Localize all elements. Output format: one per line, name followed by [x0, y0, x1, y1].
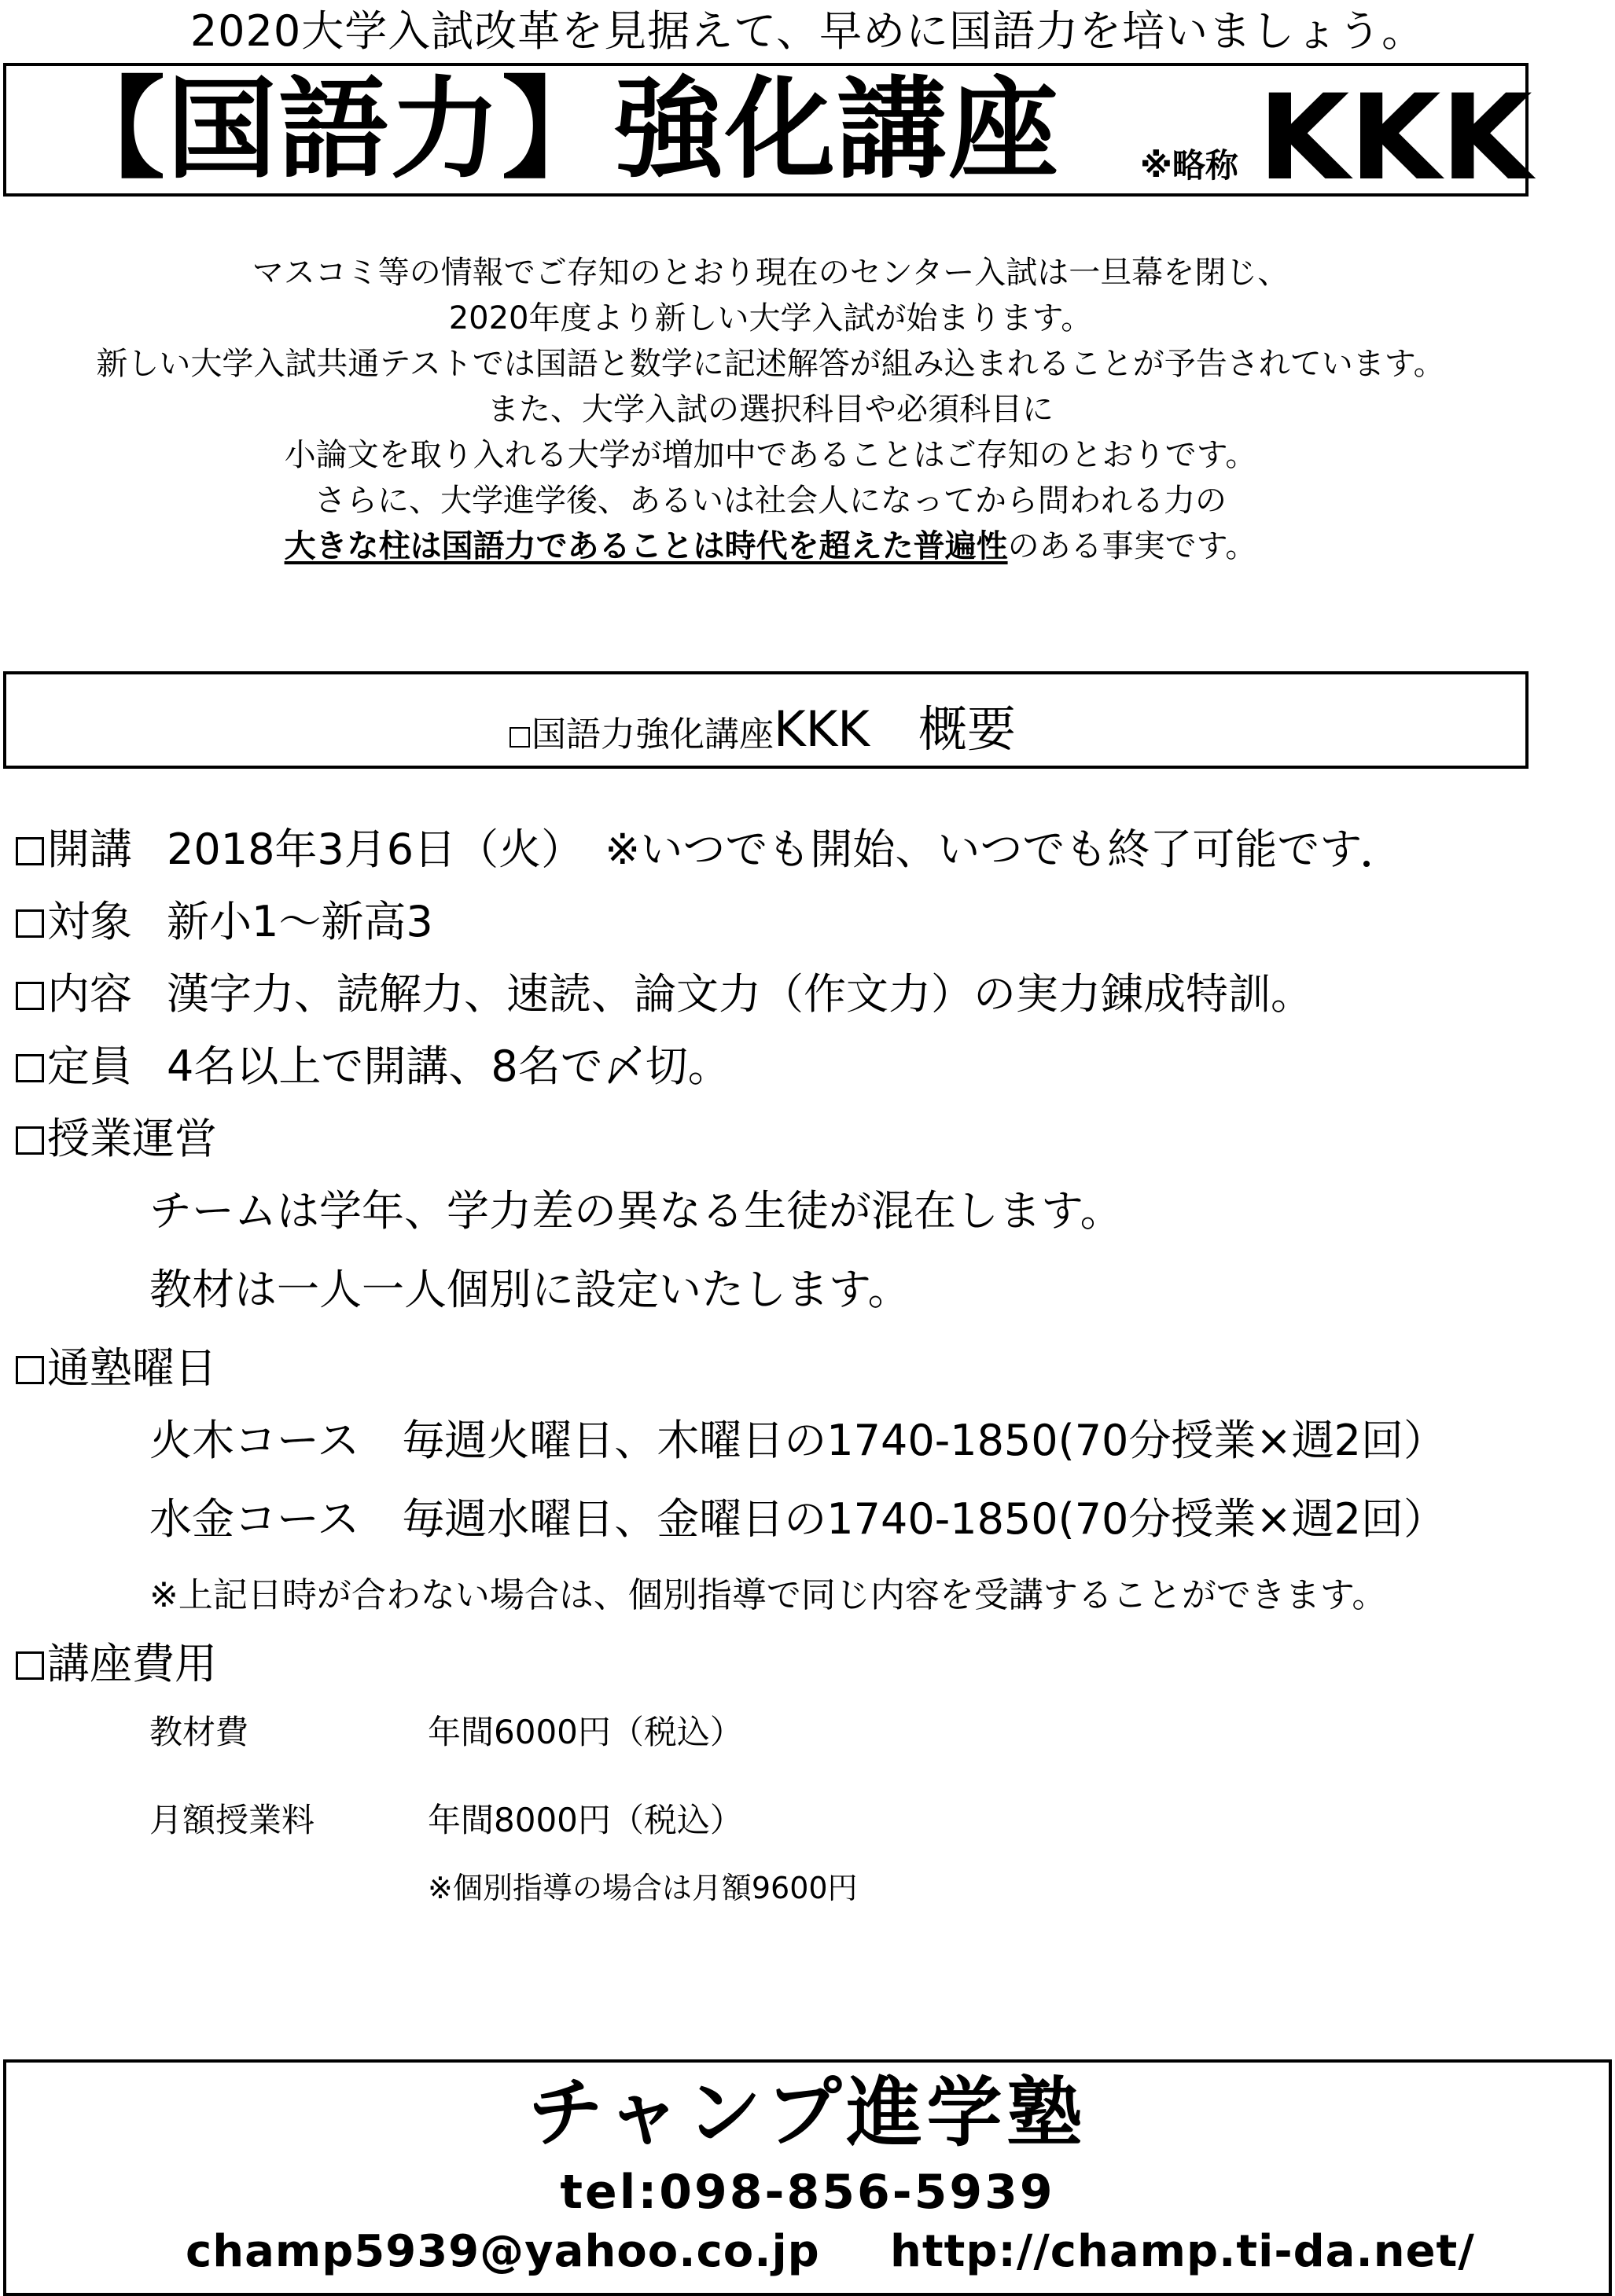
period-mark: [1363, 861, 1370, 867]
detail-fees: [16, 1640, 1604, 1712]
website-link[interactable]: http://champ.ti-da.net/: [890, 2226, 1475, 2277]
checkbox-icon: [16, 1126, 44, 1155]
detail-days: [16, 1344, 1604, 1416]
fee-name: 月額授業料: [149, 1801, 315, 1839]
fee-note: ※個別指導の場合は月額9600円: [428, 1871, 858, 1905]
intro-line: マスコミ等の情報でご存知のとおり現在のセンター入試は一旦幕を閉じ、: [252, 255, 1289, 291]
fee-name: 教材費: [149, 1713, 249, 1751]
school-name: チャンプ進学塾: [528, 2069, 1087, 2157]
checkbox-icon: [16, 1356, 44, 1384]
course-line: 水金コース 毎週水曜日、金曜日の1740-1850(70分授業×週2回）: [149, 1494, 1447, 1544]
detail-target: [16, 898, 1604, 970]
phone-number: tel:098-856-5939: [560, 2165, 1055, 2220]
intro-line: 小論文を取り入れる大学が増加中であることはご存知のとおりです。: [284, 437, 1257, 473]
fee-value: 年間8000円（税込）: [428, 1801, 743, 1839]
detail-value: 2018年3月6日（火） ※いつでも開始、いつでも終了可能です: [167, 825, 1363, 874]
checkbox-icon: [16, 1651, 44, 1680]
checkbox-icon: [510, 727, 530, 748]
detail-label: 内容: [47, 969, 132, 1019]
overview-abbr: KKK: [773, 700, 870, 758]
detail-opening: [16, 825, 1604, 898]
operation-line: 教材は一人一人個別に設定いたします。: [149, 1265, 911, 1314]
checkbox-icon: [16, 982, 44, 1010]
fee-item: [16, 1712, 1604, 1800]
abbreviation: KKK: [1258, 70, 1532, 207]
course-line: 火木コース 毎週火曜日、木曜日の1740-1850(70分授業×週2回）: [149, 1416, 1447, 1465]
detail-operation: [16, 1115, 1604, 1187]
schedule-note: ※上記日時が合わない場合は、個別指導で同じ内容を受講することができます。: [149, 1575, 1387, 1615]
detail-label: 通塾曜日: [47, 1343, 217, 1393]
intro-line: また、大学入試の選択科目や必須科目に: [487, 391, 1054, 428]
detail-label: 講座費用: [47, 1639, 217, 1688]
detail-label: 定員: [47, 1041, 132, 1091]
checkbox-icon: [16, 909, 44, 938]
intro-emphasis: 大きな柱は国語力であることは時代を超えた普遍性: [284, 528, 1008, 564]
tagline: 2020大学入試改革を見据えて、早めに国語力を培いましょう。: [189, 6, 1426, 56]
email-address[interactable]: champ5939@yahoo.co.jp: [186, 2226, 820, 2277]
abbreviation-note: ※略称: [1140, 146, 1238, 185]
detail-value: 4名以上で開講、8名で〆切。: [167, 1041, 730, 1091]
checkbox-icon: [16, 837, 44, 865]
course-details: [16, 825, 1604, 1907]
intro-emphasis-tail: のある事実です。: [1007, 528, 1257, 564]
intro-emphasis-line: [0, 523, 1541, 569]
intro-line: さらに、大学進学後、あるいは社会人になってから問われる力の: [315, 483, 1227, 519]
fee-value: 年間6000円（税込）: [428, 1713, 743, 1751]
page-title: 【国語力】強化講座: [55, 66, 1061, 194]
overview-heading: [0, 690, 1525, 760]
detail-label: 授業運営: [47, 1114, 217, 1163]
intro-text: [0, 250, 1541, 569]
overview-word: 概要: [918, 700, 1016, 758]
intro-line: 2020年度より新しい大学入試が始まります。: [448, 300, 1093, 336]
operation-line: チームは学年、学力差の異なる生徒が混在します。: [149, 1186, 1123, 1236]
detail-label: 開講: [47, 825, 132, 874]
detail-content: [16, 970, 1604, 1042]
checkbox-icon: [16, 1054, 44, 1082]
detail-value: 漢字力、読解力、速読、論文力（作文力）の実力錬成特訓。: [167, 969, 1313, 1019]
detail-label: 対象: [47, 897, 132, 946]
detail-capacity: [16, 1042, 1604, 1115]
intro-line: 新しい大学入試共通テストでは国語と数学に記述解答が組み込まれることが予告されています。: [96, 346, 1445, 382]
detail-value: 新小1～新高3: [167, 897, 433, 946]
overview-label: 国語力強化講座: [531, 715, 774, 755]
